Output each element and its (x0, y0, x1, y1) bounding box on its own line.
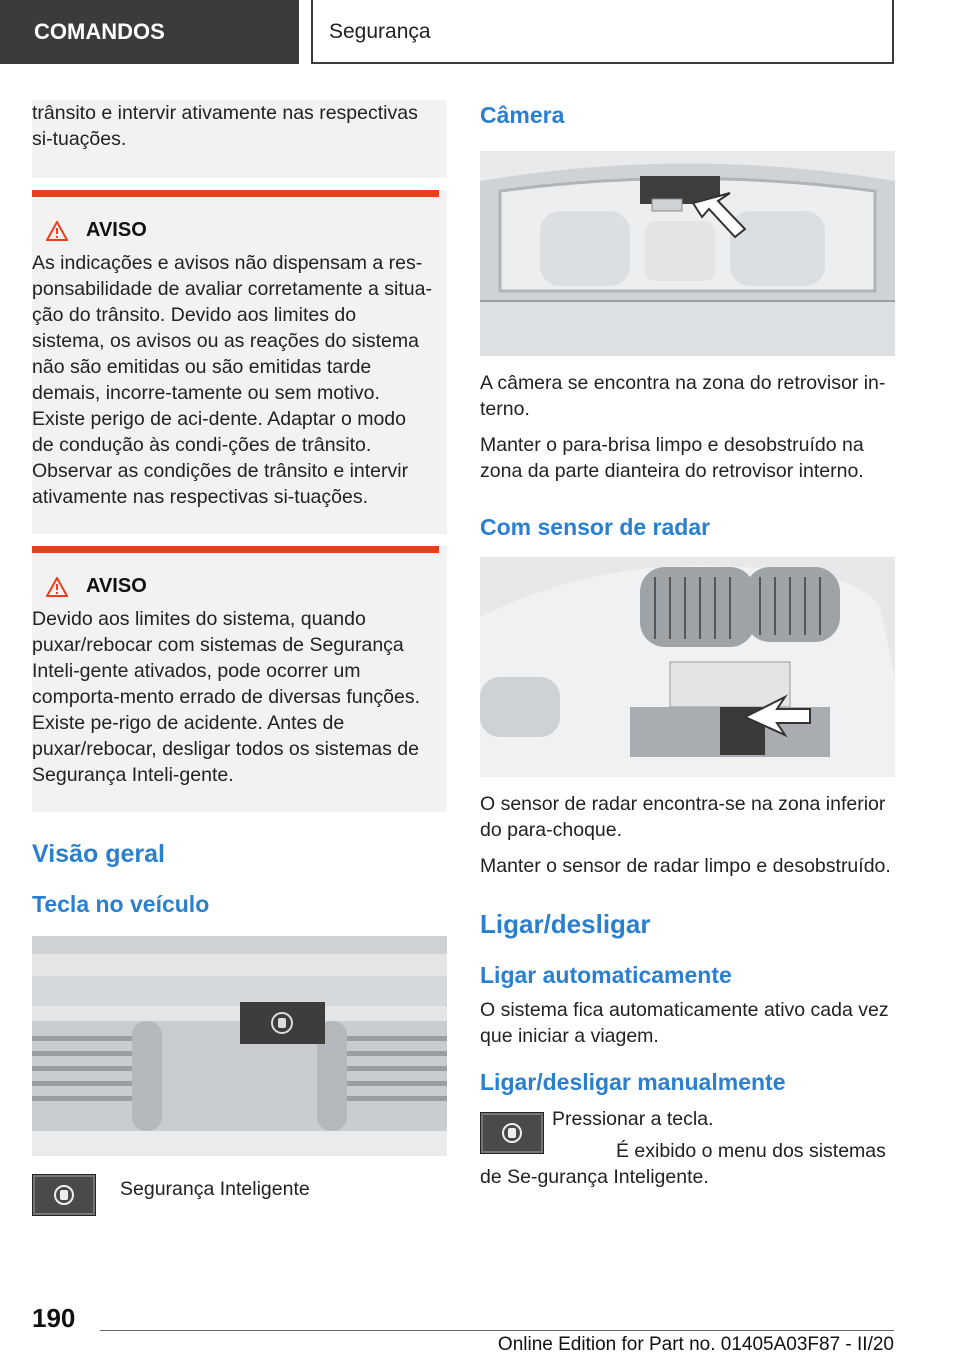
auto-text: O sistema fica automaticamente ativo cada vez que iniciar a viagem. (480, 999, 889, 1047)
chapter-tab: COMANDOS (0, 0, 299, 64)
warning-bar (32, 190, 439, 197)
key-caption: Segurança Inteligente (120, 1178, 310, 1200)
driving-assistant-key-icon (32, 1174, 96, 1216)
warning-triangle-icon (46, 221, 68, 241)
camera-text-2: Manter o para-brisa limpo e desobstruído na zona da parte dianteira do retrovisor interno. (480, 434, 864, 482)
radar-text-2: Manter o sensor de radar limpo e desobstruído. (480, 855, 891, 877)
left-column (32, 100, 447, 1216)
radar-bumper-photo (480, 557, 895, 777)
heading-manual: Ligar/desligar manualmente (480, 1069, 786, 1095)
heading-button: Tecla no veículo (32, 891, 210, 917)
camera-windshield-photo (480, 151, 895, 356)
warning-continuation (32, 100, 447, 178)
footer-rule (100, 1330, 894, 1331)
dashboard-button-photo (32, 936, 447, 1156)
warning-triangle-icon (46, 577, 68, 597)
right-column (480, 100, 895, 1190)
heading-auto: Ligar automaticamente (480, 962, 732, 988)
heading-radar: Com sensor de radar (480, 514, 711, 540)
camera-text-1: A câmera se encontra na zona do retrovisor in-terno. (480, 372, 886, 420)
warning-box-1 (32, 190, 447, 534)
heading-camera: Câmera (480, 102, 565, 128)
driving-assistant-key-icon (480, 1112, 544, 1154)
heading-overview: Visão geral (32, 840, 165, 868)
warning-box-2 (32, 546, 447, 812)
manual-text-1: Pressionar a tecla. (552, 1108, 714, 1130)
edition-note: Online Edition for Part no. 01405A03F87 - II/20 (497, 1334, 894, 1355)
continuation-text: trânsito e intervir ativamente nas respectivas si-tuações. (32, 102, 418, 150)
warning-bar (32, 546, 439, 553)
warning-heading (46, 575, 433, 598)
radar-text-1: O sensor de radar encontra-se na zona inferior do para-choque. (480, 793, 886, 841)
warning-text: As indicações e avisos não dispensam a res-ponsabilidade de avaliar corretamente a situa-ção do trânsito. Devido aos limites do sistema, os avisos ou as reações do sistema não são emitidas ou são emitidas tarde demais, incorre-tamente ou sem motivo. Existe perigo de aci-dente. Adaptar o modo de condução às condi-ções de trânsito. Observar as condições de trânsito e intervir ativamente nas respectivas si-tuações. (32, 252, 432, 508)
manual-text-2: É exibido o menu dos sistemas de Se-gurança Inteligente. (480, 1140, 886, 1188)
warning-heading (46, 219, 433, 242)
warning-text: Devido aos limites do sistema, quando puxar/rebocar com sistemas de Segurança Inteli-gente ativados, pode ocorrer um comporta-mento errado de diversas funções. Existe pe-rigo de acidente. Antes de puxar/rebocar, desligar todos os sistemas de Segurança Inteli-gente. (32, 608, 421, 786)
heading-onoff: Ligar/desligar (480, 909, 651, 939)
key-legend (32, 1174, 447, 1216)
warning-title: AVISO (86, 219, 147, 241)
warning-title: AVISO (86, 575, 147, 597)
subsection-title: Segurança (311, 0, 894, 64)
manual-block (480, 1106, 895, 1190)
page-number: 190 (32, 1303, 76, 1333)
